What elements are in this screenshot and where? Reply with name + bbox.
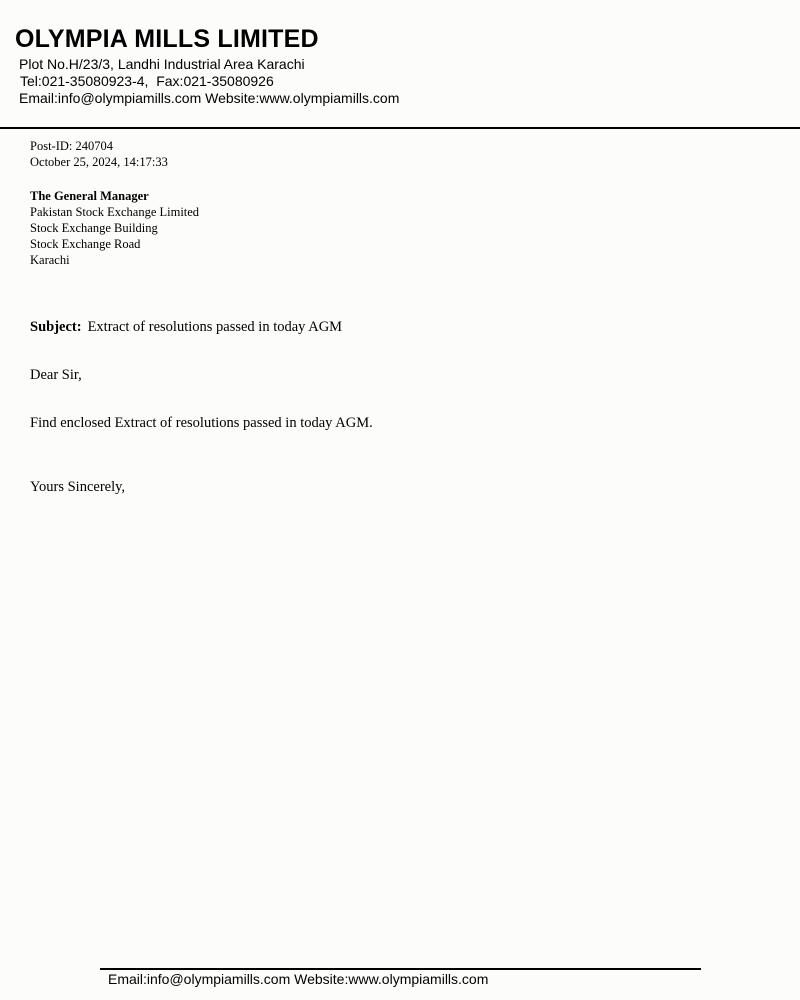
letter-body-text: Find enclosed Extract of resolutions passed in today AGM.: [30, 415, 373, 431]
footer-email-website: Email:info@olympiamills.com Website:www.olympiamills.com: [108, 971, 489, 987]
subject-label: Subject:: [30, 319, 82, 335]
footer-divider: [100, 968, 701, 970]
header-divider: [0, 127, 800, 129]
closing: Yours Sincerely,: [30, 479, 126, 495]
subject-line: [30, 318, 770, 336]
recipient-address-line-2: Stock Exchange Road: [30, 237, 141, 251]
recipient-block: [30, 188, 770, 268]
recipient-city: Karachi: [30, 253, 70, 267]
recipient-title: The General Manager: [30, 189, 149, 203]
subject-text: Extract of resolutions passed in today AGM: [87, 319, 343, 335]
company-name: OLYMPIA MILLS LIMITED: [15, 25, 319, 53]
letter-body: [30, 138, 770, 496]
recipient-address-line-1: Stock Exchange Building: [30, 221, 158, 235]
company-contact: Tel:021-35080923-4, Fax:021-35080926: [20, 73, 274, 89]
salutation: Dear Sir,: [30, 367, 82, 383]
letter-datetime: October 25, 2024, 14:17:33: [30, 155, 168, 169]
letterhead: [15, 22, 775, 107]
company-address: Plot No.H/23/3, Landhi Industrial Area Karachi: [19, 56, 305, 72]
recipient-organization: Pakistan Stock Exchange Limited: [30, 205, 200, 219]
post-id: Post-ID: 240704: [30, 139, 113, 153]
company-email-website: Email:info@olympiamills.com Website:www.olympiamills.com: [19, 90, 400, 106]
